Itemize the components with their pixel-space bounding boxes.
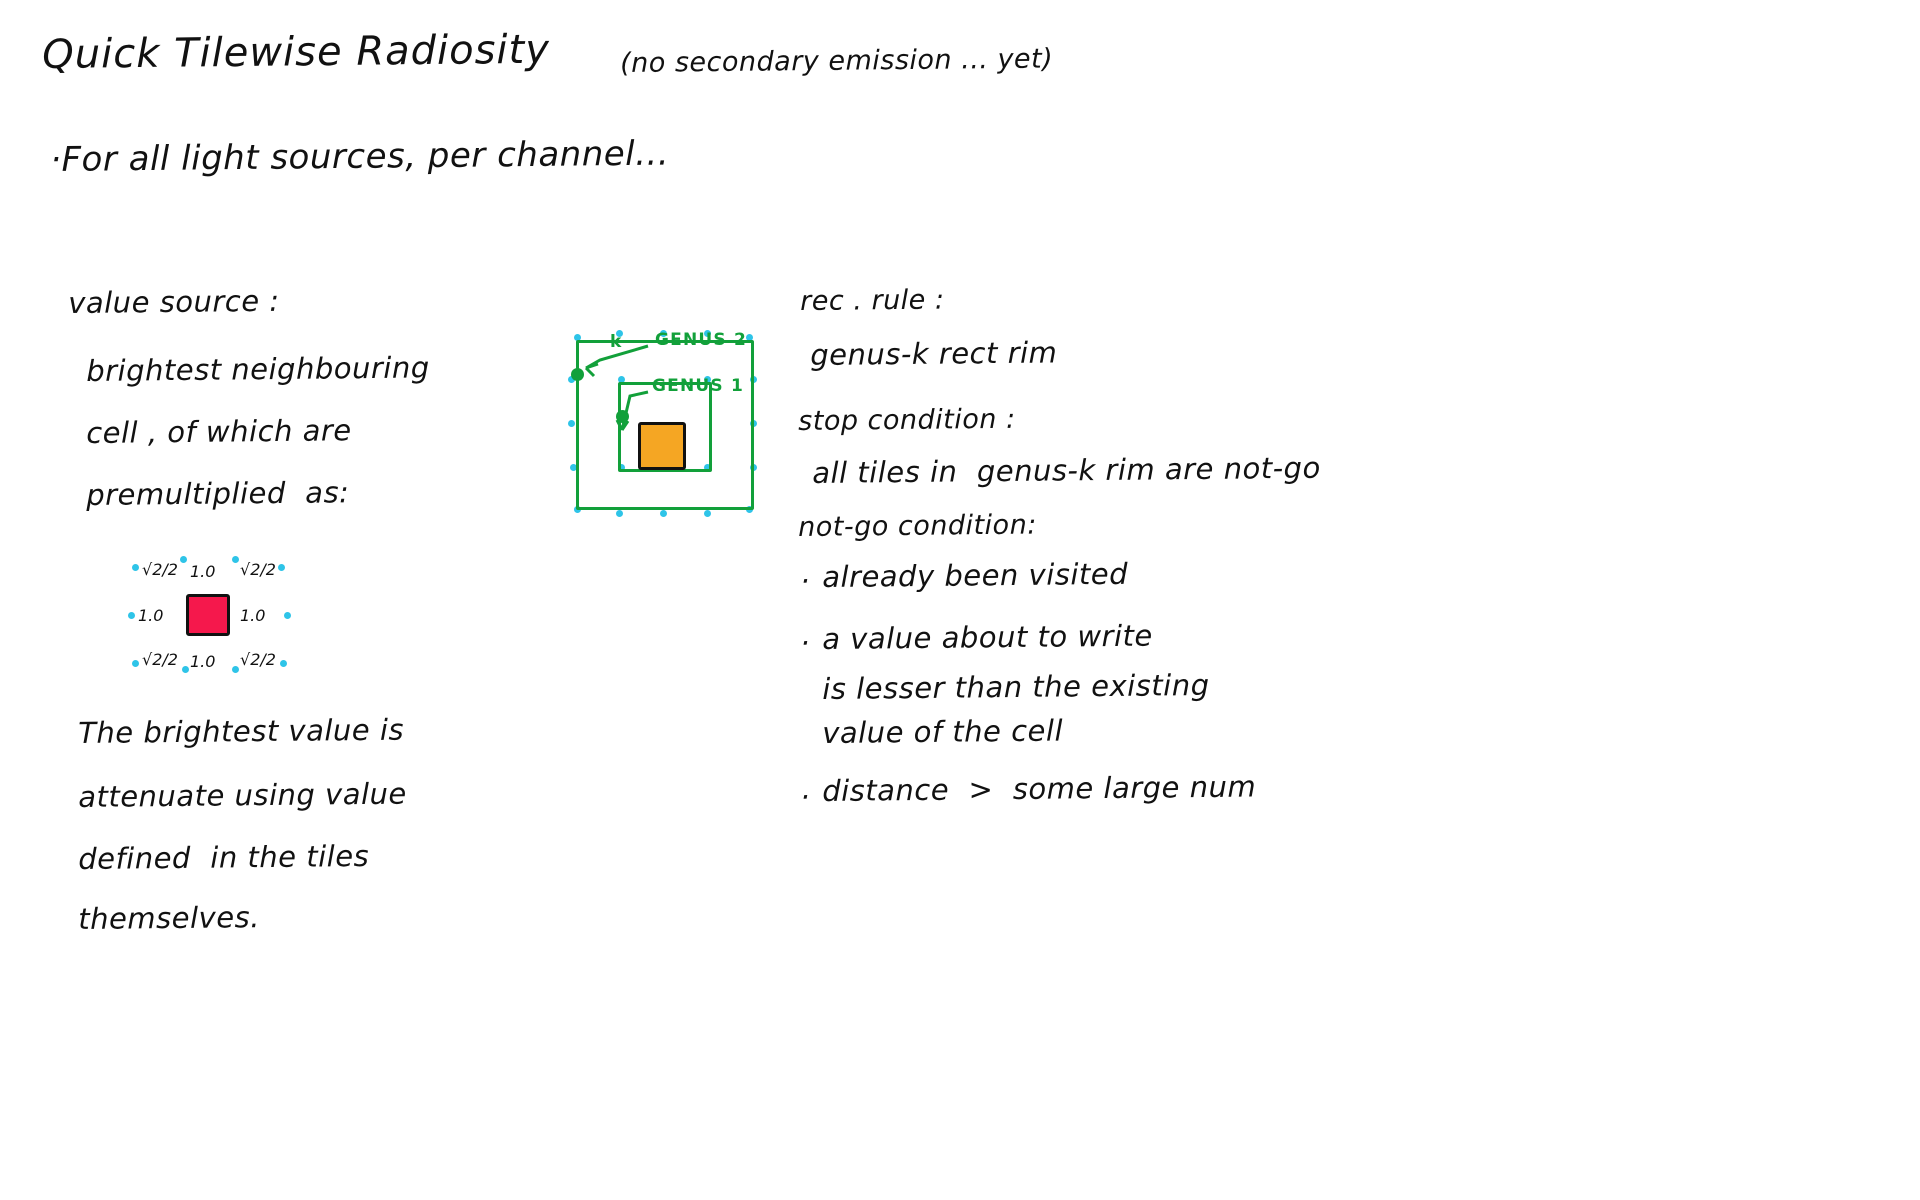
not-go-bullet-2-marker: · (800, 625, 811, 660)
genus-dot (568, 420, 575, 427)
kernel-weight-21: 1.0 (190, 652, 216, 671)
genus-1-anchor-dot (616, 410, 629, 423)
genus-2-label: GENUS 2 (655, 330, 747, 350)
genus-k-label: k (610, 332, 623, 352)
kernel-dot (128, 612, 135, 619)
stop-condition-heading: stop condition : (798, 403, 1016, 437)
source-tile (638, 422, 686, 470)
value-source-line-3: premultiplied as: (86, 475, 350, 512)
value-source-line-2: cell , of which are (86, 413, 352, 450)
closing-line-4: themselves. (78, 900, 261, 936)
kernel-weight-02: √2/2 (240, 560, 276, 579)
closing-line-1: The brightest value is (78, 712, 405, 750)
genus-rim-diagram (560, 320, 780, 540)
kernel-weight-12: 1.0 (240, 606, 266, 625)
kernel-dot (284, 612, 291, 619)
genus-dot (616, 510, 623, 517)
kernel-dot (180, 556, 187, 563)
page-title: Quick Tilewise Radiosity (42, 26, 551, 78)
kernel-weight-01: 1.0 (190, 562, 216, 581)
value-source-line-1: brightest neighbouring (86, 350, 430, 388)
not-go-bullet-3-line-1: distance > some large num (822, 769, 1257, 808)
genus-1-label: GENUS 1 (652, 376, 744, 396)
closing-line-3: defined in the tiles (78, 838, 370, 876)
kernel-dot (232, 666, 239, 673)
kernel-weight-00: √2/2 (142, 560, 178, 579)
genus-2-anchor-dot (571, 368, 584, 381)
kernel-center-cell (186, 594, 230, 636)
premultiplied-neighbour-kernel (128, 552, 298, 672)
kernel-weight-10: 1.0 (138, 606, 164, 625)
kernel-dot (278, 564, 285, 571)
rec-rule-heading: rec . rule : (800, 284, 945, 317)
kernel-dot (132, 660, 139, 667)
not-go-bullet-2-line-2: is lesser than the existing (822, 667, 1210, 706)
closing-line-2: attenuate using value (78, 776, 407, 814)
kernel-weight-20: √2/2 (142, 650, 178, 669)
kernel-weight-22: √2/2 (240, 650, 276, 669)
not-go-bullet-2-line-3: value of the cell (822, 713, 1064, 750)
kernel-dot (232, 556, 239, 563)
stop-condition-line: all tiles in genus-k rim are not-go (812, 450, 1321, 490)
kernel-dot (280, 660, 287, 667)
not-go-condition-heading: not-go condition: (798, 509, 1037, 543)
page-title-note: (no secondary emission ... yet) (620, 43, 1054, 79)
not-go-bullet-1-line-1: already been visited (822, 556, 1129, 594)
page-subtitle: ·For all light sources, per channel... (50, 133, 670, 180)
not-go-bullet-2-line-1: a value about to write (822, 618, 1153, 656)
not-go-bullet-1-marker: · (800, 563, 811, 598)
kernel-dot (132, 564, 139, 571)
value-source-heading: value source : (68, 283, 280, 320)
genus-dot (660, 510, 667, 517)
kernel-dot (182, 666, 189, 673)
rec-rule-line: genus-k rect rim (810, 335, 1058, 372)
genus-dot (704, 510, 711, 517)
not-go-bullet-3-marker: · (800, 779, 811, 814)
